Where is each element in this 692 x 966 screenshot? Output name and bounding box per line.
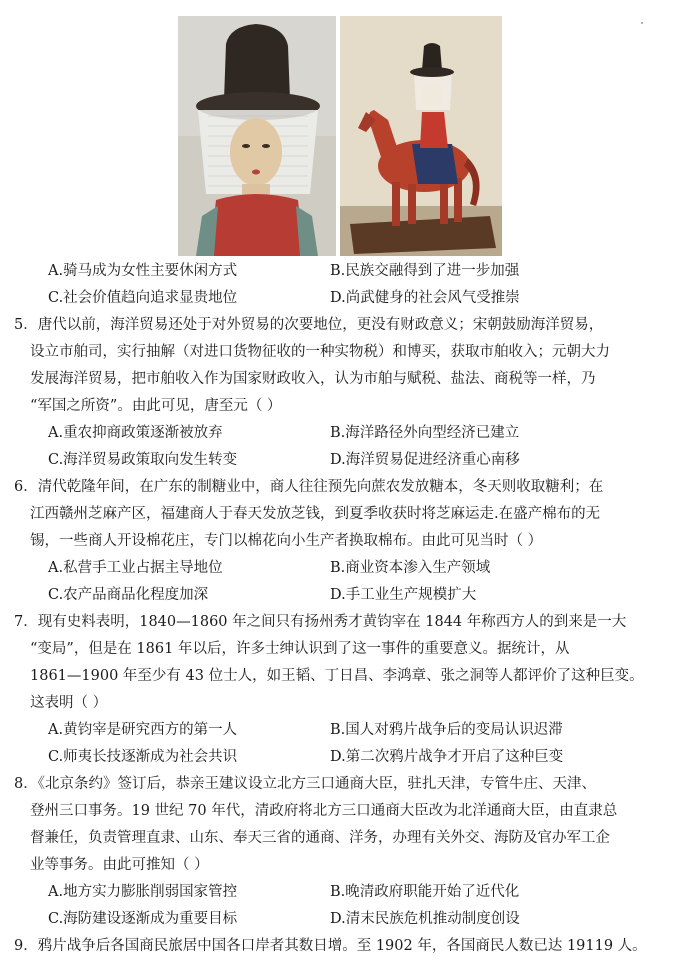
q9-stem-line-1: 9．鸦片战争后各国商民旅居中国各口岸者其数日增。至 1902 年，各国商民人数已达 19119 人。 <box>14 938 647 954</box>
figure-photo-horse-rider <box>340 16 502 256</box>
q7-option-a: A.黄钧宰是研究西方的第一人 <box>48 722 238 738</box>
q7-stem-line-4: 这表明（ ） <box>30 695 108 711</box>
q6-option-c: C.农产品商品化程度加深 <box>48 587 209 603</box>
q8-option-a: A.地方实力膨胀削弱国家管控 <box>48 884 238 900</box>
q6-stem-line-1: 6．清代乾隆年间，在广东的制糖业中，商人往往预先向蔗农发放糖本，冬天则收取糖利；在 <box>14 479 604 495</box>
q8-option-d: D.清末民族危机推动制度创设 <box>330 911 520 927</box>
q7-stem-line-2: “变局”，但是在 1861 年以后，许多士绅认识到了这一事件的重要意义。据统计，从 <box>30 641 570 657</box>
q5-stem-line-4: “军国之所资”。由此可见，唐至元（ ） <box>30 398 282 414</box>
q8-option-b: B.晚清政府职能开始了近代化 <box>330 884 520 900</box>
q8-option-c: C.海防建设逐渐成为重要目标 <box>48 911 238 927</box>
q6-stem-line-3: 锡，一些商人开设棉花庄，专门以棉花向小生产者换取棉布。由此可见当时（ ） <box>30 533 543 549</box>
q4-option-d: D.尚武健身的社会风气受推崇 <box>330 290 520 306</box>
q8-stem-line-2: 登州三口事务。19 世纪 70 年代，清政府将北方三口通商大臣改为北洋通商大臣，由直隶总 <box>30 803 618 819</box>
q4-option-a: A.骑马成为女性主要休闲方式 <box>48 263 238 279</box>
q7-stem-line-3: 1861—1900 年至少有 43 位士人，如王韬、丁日昌、李鸿章、张之洞等人都评价了这种巨变。 <box>30 668 644 684</box>
figure-photo-veiled-woman <box>178 16 336 256</box>
q4-option-c: C.社会价值趋向追求显贵地位 <box>48 290 238 306</box>
q5-stem-line-1: 5．唐代以前，海洋贸易还处于对外贸易的次要地位，更没有财政意义；宋朝鼓励海洋贸易， <box>14 317 604 333</box>
q8-stem-line-4: 业等事务。由此可推知（ ） <box>30 857 209 873</box>
q7-option-b: B.国人对鸦片战争后的变局认识迟滞 <box>330 722 563 738</box>
q5-option-a: A.重农抑商政策逐渐被放弃 <box>48 425 223 441</box>
q5-stem-line-2: 设立市舶司，实行抽解（对进口货物征收的一种实物税）和博买，获取市舶收入；元朝大力 <box>30 344 610 360</box>
q6-option-b: B.商业资本渗入生产领域 <box>330 560 491 576</box>
scan-speck <box>641 22 643 24</box>
q7-option-c: C.师夷长技逐渐成为社会共识 <box>48 749 238 765</box>
q5-option-d: D.海洋贸易促进经济重心南移 <box>330 452 520 468</box>
veiled-woman-figurine-image <box>178 16 336 256</box>
q5-stem-line-3: 发展海洋贸易，把市舶收入作为国家财政收入，认为市舶与赋税、盐法、商税等一样，乃 <box>30 371 596 387</box>
q8-stem-line-3: 督兼任，负责管理直隶、山东、奉天三省的通商、洋务，办理有关外交、海防及官办军工企 <box>30 830 610 846</box>
q6-option-d: D.手工业生产规模扩大 <box>330 587 477 603</box>
q6-stem-line-2: 江西赣州芝麻产区，福建商人于春天发放芝钱，到夏季收获时将芝麻运走.在盛产棉布的无 <box>30 506 601 522</box>
q5-option-b: B.海洋路径外向型经济已建立 <box>330 425 520 441</box>
q8-stem-line-1: 8．《北京条约》签订后，恭亲王建议设立北方三口通商大臣，驻扎天津，专管牛庄、天津、 <box>14 776 596 792</box>
q6-option-a: A.私营手工业占据主导地位 <box>48 560 223 576</box>
q5-option-c: C.海洋贸易政策取向发生转变 <box>48 452 238 468</box>
q4-option-b: B.民族交融得到了进一步加强 <box>330 263 520 279</box>
q7-stem-line-1: 7．现有史料表明，1840—1860 年之间只有扬州秀才黄钧宰在 1844 年称西方人的到来是一大 <box>14 614 627 630</box>
q7-option-d: D.第二次鸦片战争才开启了这种巨变 <box>330 749 564 765</box>
horse-rider-figurine-image <box>340 16 502 256</box>
